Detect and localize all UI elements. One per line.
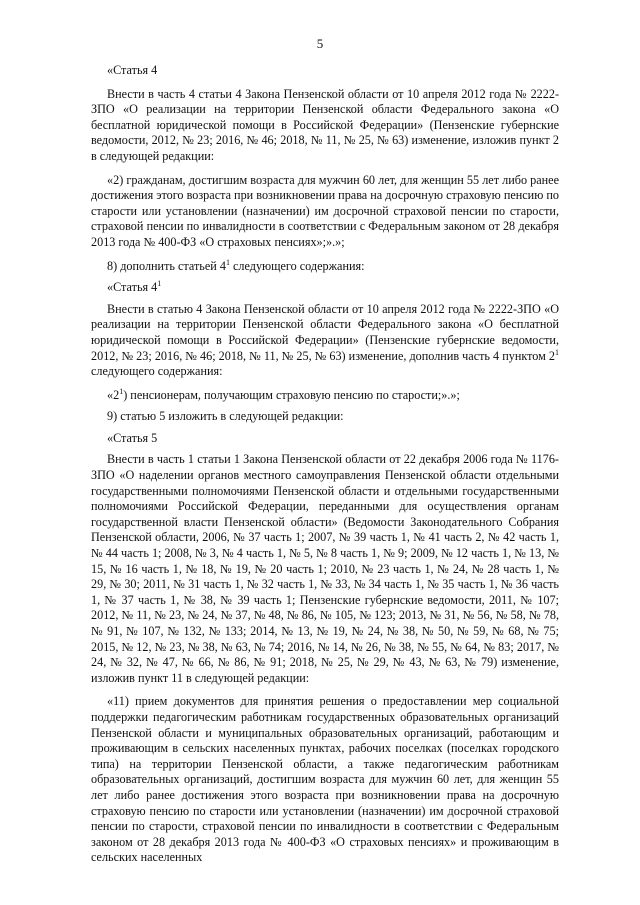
paragraph-amendment-4: Внести в часть 4 статьи 4 Закона Пензенской области от 10 апреля 2012 года № 2222-ЗПО «О реализации на территории Пензенской области Федерального закона «О бесплатной юридической помощи в Российской Федерации» (Пензенские губернские ведомости, 2012, № 23; 2016, № 46; 2018, № 11, № 25, № 63) изменение, изложив пункт 2 в следующей редакции: xyxy=(91,86,559,163)
article-heading-5: «Статья 5 xyxy=(107,430,158,445)
document-body xyxy=(91,63,559,874)
paragraph-item-11: «11) прием документов для принятия решения о предоставлении мер социальной поддержки педагогическим работникам государственных образовательных организаций Пензенской области и муниципальных образовательных организаций, работающим и проживающим в сельских населенных пунктах, рабочих поселках (поселках городского типа) на территории Пензенской области, а также педагогическим работникам образовательных организаций, достигшим возраста для мужчин 60 лет, для женщин 55 лет либо ранее достижения этого возраста при возникновении права на досрочную страховую пенсию по старости или установлении (назначении) им досрочной страховой пенсии по старости, страховой пенсии по инвалидности в соответствии с Федеральным законом от 28 декабря 2013 года № 400-ФЗ «О страховых пенсиях» и проживающим в сельских населенных xyxy=(91,694,559,865)
article-heading-4: «Статья 4 xyxy=(107,63,158,77)
paragraph-amendment-4-1: Внести в статью 4 Закона Пензенской области от 10 апреля 2012 года № 2222-ЗПО «О реализации на территории Пензенской области Федерального закона «О бесплатной юридической помощи в Российской Федерации» (Пензенские губернские ведомости, 2012, № 23; 2016, № 46; 2018, № 11, № 25, № 63) изменение, дополнив часть 4 пунктом $2^1$ следующего содержания: xyxy=(91,301,559,379)
paragraph-item-2: «2) гражданам, достигшим возраста для мужчин 60 лет, для женщин 55 лет либо ранее достижения этого возраста при возникновении права на досрочную страховую пенсию по старости или установлении (назначении) им досрочной страховой пенсии по старости, страховой пенсии по инвалидности в соответствии с Федеральным законом от 28 декабря 2013 года № 400-ФЗ «О страховых пенсиях»;».»; xyxy=(91,172,559,249)
paragraph-item-9: 9) статью 5 изложить в следующей редакции: xyxy=(107,409,344,424)
paragraph-item-8: 8) дополнить статьей $4^1$ следующего содержания: xyxy=(107,257,365,273)
page-number: 5 xyxy=(316,36,324,51)
paragraph-amendment-5: Внести в часть 1 статьи 1 Закона Пензенской области от 22 декабря 2006 года № 1176-ЗПО «О наделении органов местного самоуправления Пензенской области отдельными государственными полномочиями Пензенской области и отдельными государственными полномочиями Российской Федерации, переданными для осуществления органам государственной власти Пензенской области» (Ведомости Законодательного Собрания Пензенской области, 2006, № 37 часть 1; 2007, № 39 часть 1, № 41 часть 2, № 42 часть 1, № 44 часть 1; 2008, № 3, № 4 часть 1, № 5, № 8 часть 1, № 9; 2009, № 12 часть 1, № 13, № 15, № 16 часть 1, № 18, № 19, № 20 часть 1; 2010, № 23 часть 1, № 24, № 28 часть 1, № 29, № 30; 2011, № 31 часть 1, № 32 часть 1, № 33, № 34 часть 1, № 35 часть 1, № 36 часть 1, № 37 часть 1, № 38, № 39 часть 1; Пензенские губернские ведомости, 2011, № 107; 2012, № 11, № 23, № 24, № 37, № 48, № 86, № 105, № 123; 2013, № 31, № 56, № 58, № 78, № 91, № 107, № 132, № 133; 2014, № 13, № 19, № 24, № 38, № 50, № 59, № 68, № 75; 2015, № 12, № 23, № 38, № 63, № 74; 2016, № 14, № 26, № 38, № 55, № 64, № 83; 2017, № 24, № 32, № 47, № 66, № 86, № 91; 2018, № 25, № 29, № 43, № 63, № 79) изменение, изложив пункт 11 в следующей редакции: xyxy=(91,452,559,685)
article-heading-4-1: «Статья $4^1$ xyxy=(107,279,162,295)
paragraph-item-2-1: «$2^1$) пенсионерам, получающим страховую пенсию по старости;».»; xyxy=(107,386,460,402)
